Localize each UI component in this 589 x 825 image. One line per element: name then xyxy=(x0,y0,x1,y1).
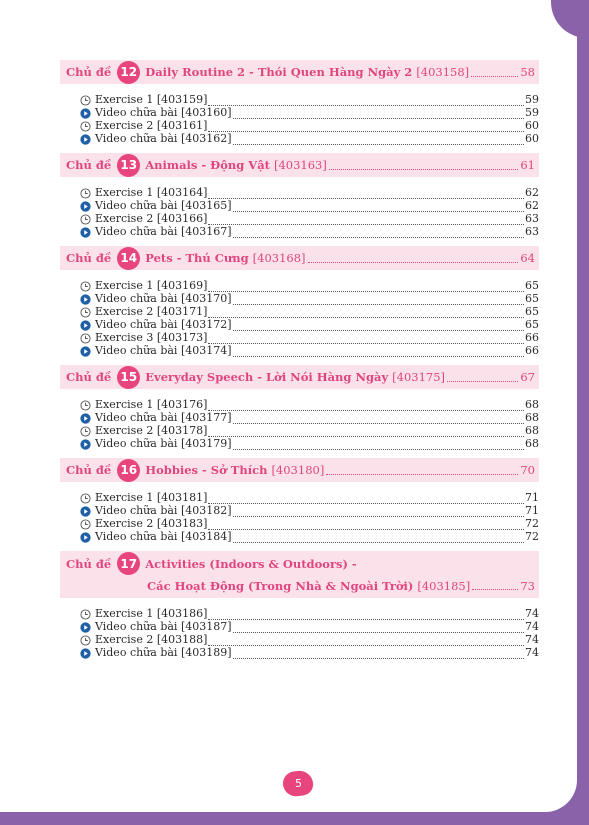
dot-leader xyxy=(208,308,524,318)
dot-leader xyxy=(233,135,524,145)
entry-page: 68 xyxy=(525,437,539,450)
chapter-entries xyxy=(60,482,539,551)
entry-label: Video chữa bài [403174] xyxy=(95,344,232,357)
entry-label: Exercise 1 [403176] xyxy=(95,398,208,411)
play-circle-icon xyxy=(80,320,93,331)
clock-icon xyxy=(80,281,93,292)
dot-leader xyxy=(208,401,524,411)
video-entry[interactable] xyxy=(60,344,539,357)
chapter-prefix: Chủ đề xyxy=(66,158,112,172)
entry-label: Video chữa bài [403172] xyxy=(95,318,232,331)
exercise-entry[interactable] xyxy=(60,186,539,199)
dot-leader xyxy=(208,427,524,437)
dot-leader xyxy=(233,295,524,305)
entry-page: 72 xyxy=(525,530,539,543)
entry-label: Video chữa bài [403170] xyxy=(95,292,232,305)
entry-label: Exercise 2 [403178] xyxy=(95,424,208,437)
exercise-entry[interactable] xyxy=(60,279,539,292)
clock-icon xyxy=(80,307,93,318)
dot-leader xyxy=(233,347,524,357)
exercise-entry[interactable] xyxy=(60,491,539,504)
entry-page: 74 xyxy=(525,646,539,659)
play-circle-icon xyxy=(80,201,93,212)
exercise-entry[interactable] xyxy=(60,305,539,318)
chapter-entries xyxy=(60,177,539,246)
entry-page: 68 xyxy=(525,398,539,411)
play-circle-icon xyxy=(80,294,93,305)
chapter-heading[interactable] xyxy=(60,246,539,270)
dot-leader xyxy=(308,254,519,263)
entry-label: Exercise 2 [403188] xyxy=(95,633,208,646)
entry-page: 72 xyxy=(525,517,539,530)
entry-page: 60 xyxy=(525,132,539,145)
dot-leader xyxy=(208,122,524,132)
chapter-number-badge: 14 xyxy=(117,247,140,270)
dot-leader xyxy=(329,161,519,170)
chapter-entries xyxy=(60,389,539,458)
play-circle-icon xyxy=(80,227,93,238)
exercise-entry[interactable] xyxy=(60,93,539,106)
entry-page: 62 xyxy=(525,186,539,199)
entry-page: 60 xyxy=(525,119,539,132)
entry-label: Video chữa bài [403177] xyxy=(95,411,232,424)
dot-leader xyxy=(208,610,524,620)
chapter-code: [403175] xyxy=(392,370,446,384)
dot-leader xyxy=(208,189,524,199)
entry-label: Video chữa bài [403182] xyxy=(95,504,232,517)
video-entry[interactable] xyxy=(60,504,539,517)
play-circle-icon xyxy=(80,413,93,424)
chapter-number-badge: 16 xyxy=(117,459,140,482)
chapter-number-badge: 13 xyxy=(117,154,140,177)
chapter-heading[interactable] xyxy=(60,458,539,482)
entry-page: 66 xyxy=(525,331,539,344)
video-entry[interactable] xyxy=(60,530,539,543)
video-entry[interactable] xyxy=(60,318,539,331)
chapter-title: Everyday Speech - Lời Nói Hàng Ngày xyxy=(145,370,389,384)
entry-label: Video chữa bài [403167] xyxy=(95,225,232,238)
clock-icon xyxy=(80,333,93,344)
entry-page: 65 xyxy=(525,292,539,305)
play-circle-icon xyxy=(80,346,93,357)
entry-label: Exercise 1 [403186] xyxy=(95,607,208,620)
video-entry[interactable] xyxy=(60,132,539,145)
clock-icon xyxy=(80,519,93,530)
table-of-contents xyxy=(60,60,539,667)
dot-leader xyxy=(208,494,524,504)
dot-leader xyxy=(233,507,524,517)
entry-label: Video chữa bài [403184] xyxy=(95,530,232,543)
dot-leader xyxy=(472,581,518,590)
dot-leader xyxy=(208,96,524,106)
clock-icon xyxy=(80,400,93,411)
entry-label: Video chữa bài [403165] xyxy=(95,199,232,212)
chapter-entries xyxy=(60,270,539,365)
chapter-page: 67 xyxy=(520,370,535,384)
chapter-title-line2: Các Hoạt Động (Trong Nhà & Ngoài Trời) xyxy=(147,578,414,593)
entry-page: 59 xyxy=(525,106,539,119)
entry-page: 65 xyxy=(525,318,539,331)
chapter-prefix: Chủ đề xyxy=(66,370,112,384)
entry-page: 66 xyxy=(525,344,539,357)
entry-page: 71 xyxy=(525,491,539,504)
play-circle-icon xyxy=(80,506,93,517)
exercise-entry[interactable] xyxy=(60,212,539,225)
exercise-entry[interactable] xyxy=(60,424,539,437)
chapter-number-badge: 15 xyxy=(117,366,140,389)
chapter-prefix: Chủ đề xyxy=(66,251,112,265)
play-circle-icon xyxy=(80,134,93,145)
exercise-entry[interactable] xyxy=(60,633,539,646)
dot-leader xyxy=(208,520,524,530)
entry-label: Exercise 2 [403183] xyxy=(95,517,208,530)
video-entry[interactable] xyxy=(60,437,539,450)
entry-label: Exercise 1 [403159] xyxy=(95,93,208,106)
dot-leader xyxy=(471,68,518,77)
dot-leader xyxy=(208,282,524,292)
entry-label: Exercise 2 [403166] xyxy=(95,212,208,225)
chapter-heading[interactable] xyxy=(60,365,539,389)
chapter-code: [403168] xyxy=(252,251,306,265)
clock-icon xyxy=(80,95,93,106)
dot-leader xyxy=(233,414,524,424)
chapter-heading[interactable] xyxy=(60,60,539,84)
video-entry[interactable] xyxy=(60,620,539,633)
play-circle-icon xyxy=(80,108,93,119)
play-circle-icon xyxy=(80,439,93,450)
entry-page: 63 xyxy=(525,225,539,238)
chapter-title: Hobbies - Sở Thích xyxy=(145,463,268,477)
chapter-code: [403163] xyxy=(273,158,327,172)
entry-label: Exercise 3 [403173] xyxy=(95,331,208,344)
entry-label: Video chữa bài [403179] xyxy=(95,437,232,450)
exercise-entry[interactable] xyxy=(60,398,539,411)
video-entry[interactable] xyxy=(60,646,539,659)
chapter-page: 70 xyxy=(520,463,535,477)
entry-page: 65 xyxy=(525,279,539,292)
chapter-title: Activities (Indoors & Outdoors) - xyxy=(145,556,357,571)
chapter-number-badge: 12 xyxy=(117,61,140,84)
chapter-code: [403185] xyxy=(417,578,471,593)
dot-leader xyxy=(233,649,524,659)
video-entry[interactable] xyxy=(60,106,539,119)
chapter-page: 58 xyxy=(520,65,535,79)
entry-page: 62 xyxy=(525,199,539,212)
entry-page: 65 xyxy=(525,305,539,318)
chapter-page: 73 xyxy=(520,578,535,593)
video-entry[interactable] xyxy=(60,411,539,424)
video-entry[interactable] xyxy=(60,225,539,238)
entry-label: Exercise 1 [403169] xyxy=(95,279,208,292)
dot-leader xyxy=(233,228,524,238)
clock-icon xyxy=(80,493,93,504)
entry-page: 74 xyxy=(525,607,539,620)
dot-leader xyxy=(233,321,524,331)
play-circle-icon xyxy=(80,622,93,633)
entry-page: 59 xyxy=(525,93,539,106)
chapter-title: Pets - Thú Cưng xyxy=(145,251,249,265)
dot-leader xyxy=(233,623,524,633)
entry-label: Video chữa bài [403162] xyxy=(95,132,232,145)
video-entry[interactable] xyxy=(60,292,539,305)
video-entry[interactable] xyxy=(60,199,539,212)
play-circle-icon xyxy=(80,648,93,659)
chapter-prefix: Chủ đề xyxy=(66,556,112,571)
chapter-page: 61 xyxy=(520,158,535,172)
clock-icon xyxy=(80,121,93,132)
entry-page: 68 xyxy=(525,424,539,437)
chapter-title: Daily Routine 2 - Thói Quen Hàng Ngày 2 xyxy=(145,65,413,79)
clock-icon xyxy=(80,188,93,199)
entry-label: Exercise 2 [403171] xyxy=(95,305,208,318)
dot-leader xyxy=(208,215,524,225)
clock-icon xyxy=(80,426,93,437)
exercise-entry[interactable] xyxy=(60,607,539,620)
chapter-code: [403158] xyxy=(416,65,470,79)
entry-page: 63 xyxy=(525,212,539,225)
dot-leader xyxy=(233,109,524,119)
entry-page: 71 xyxy=(525,504,539,517)
clock-icon xyxy=(80,609,93,620)
dot-leader xyxy=(233,533,524,543)
clock-icon xyxy=(80,635,93,646)
entry-label: Exercise 1 [403181] xyxy=(95,491,208,504)
chapter-prefix: Chủ đề xyxy=(66,463,112,477)
entry-label: Video chữa bài [403189] xyxy=(95,646,232,659)
chapter-page: 64 xyxy=(520,251,535,265)
chapter-title: Animals - Động Vật xyxy=(145,158,270,172)
chapter-code: [403180] xyxy=(271,463,325,477)
entry-label: Exercise 1 [403164] xyxy=(95,186,208,199)
exercise-entry[interactable] xyxy=(60,119,539,132)
dot-leader xyxy=(447,373,518,382)
chapter-heading[interactable] xyxy=(60,551,539,598)
entry-label: Video chữa bài [403160] xyxy=(95,106,232,119)
chapter-heading[interactable] xyxy=(60,153,539,177)
dot-leader xyxy=(326,466,518,475)
entry-page: 74 xyxy=(525,633,539,646)
exercise-entry[interactable] xyxy=(60,517,539,530)
entry-page: 68 xyxy=(525,411,539,424)
entry-label: Video chữa bài [403187] xyxy=(95,620,232,633)
entry-page: 74 xyxy=(525,620,539,633)
dot-leader xyxy=(208,636,524,646)
page-number: 5 xyxy=(294,777,302,790)
chapter-entries xyxy=(60,84,539,153)
chapter-prefix: Chủ đề xyxy=(66,65,112,79)
clock-icon xyxy=(80,214,93,225)
exercise-entry[interactable] xyxy=(60,331,539,344)
play-circle-icon xyxy=(80,532,93,543)
dot-leader xyxy=(233,202,524,212)
chapter-entries xyxy=(60,598,539,667)
dot-leader xyxy=(233,440,524,450)
entry-label: Exercise 2 [403161] xyxy=(95,119,208,132)
chapter-number-badge: 17 xyxy=(117,552,140,575)
dot-leader xyxy=(208,334,524,344)
